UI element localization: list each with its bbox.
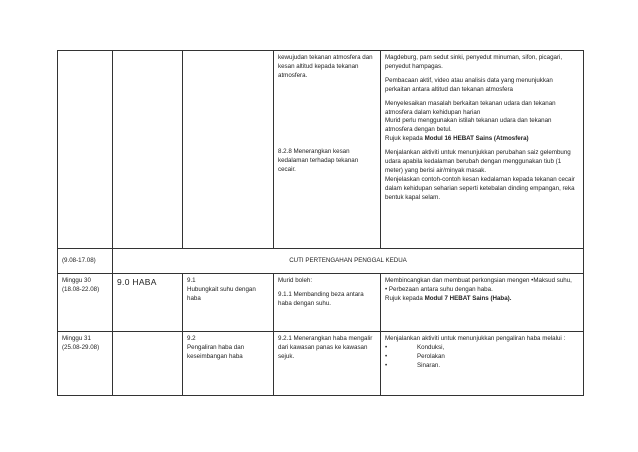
standard-828: 8.2.8 Menerangkan kesan kedalaman terhadap tekanan cecair. [278, 147, 359, 173]
activity-text: Pembacaan aktif, video atau analisis data yang menunjukkan perkaitan antara altitud dan tekanan atmosfera [385, 76, 553, 93]
list-item: • Sinaran. [385, 361, 441, 369]
week-date: (25.08-29.08) [62, 343, 100, 351]
standard-cell [274, 51, 381, 249]
activity-text: Magdeburg, pam sedut sinki, penyedut minuman, sifon, picagari, penyedut hampagas. [385, 54, 563, 70]
standard-cell [274, 274, 381, 332]
list-item: • Perolakan [385, 352, 445, 360]
lesson-plan-table [57, 50, 584, 396]
table-row [58, 249, 584, 274]
week-cell [58, 51, 113, 249]
activity-cell [381, 51, 584, 249]
topic-number: 9.1 [187, 277, 196, 284]
activity-text: Menjalankan aktiviti untuk menunjukkan pengaliran haba melalui : [385, 335, 566, 342]
activity-reference: Rujuk kepada Modul 16 HEBAT Sains (Atmosfera) [385, 135, 529, 143]
standard-911: 9.1.1 Membanding beza antara haba dengan suhu. [278, 290, 364, 307]
activity-text: Murid perlu menggunakan istilah tekanan udara dan tekanan atmosfera dengan betul. [385, 117, 552, 134]
standard-text: kewujudan tekanan atmosfera dan kesan altitud kepada tekanan atmosfera. [278, 54, 373, 79]
table-row [58, 274, 584, 332]
activity-cell [381, 274, 584, 332]
activity-text: Menyelesaikan masalah berkaitan tekanan udara dan tekanan atmosfera dalam kehidupan harian [385, 99, 556, 116]
list-item: • Konduksi, [385, 343, 445, 351]
activity-text: Membincangkan dan membuat perkongsian mengen •Maksud suhu, [385, 277, 572, 284]
week-number: Minggu 30 [62, 277, 91, 284]
table-row [58, 51, 584, 249]
topic-title: Pengaliran haba dan keseimbangan haba [187, 343, 245, 360]
theme-cell [113, 274, 183, 332]
topic-cell [183, 332, 274, 396]
theme-cell [113, 332, 183, 396]
week-cell [58, 274, 113, 332]
theme-title: 9.0 HABA [117, 277, 157, 287]
topic-cell [183, 51, 274, 249]
activity-text: Menjalankan aktiviti untuk menunjukkan perubahan saiz gelembung udara apabila kedalaman berubah dengan menggunakan tiub (1 meter) yang berisi air/minyak masak. [385, 149, 571, 174]
topic-cell [183, 274, 274, 332]
holiday-label: CUTI PERTENGAHAN PENGGAL KEDUA [113, 249, 584, 274]
table-row [58, 332, 584, 396]
week-date: (18.08-22.08) [62, 285, 100, 293]
standard-cell [274, 332, 381, 396]
activity-text: Menjelaskan contoh-contoh kesan kedalaman kepada tekanan cecair dalam kehidupan seharian seperti ketebalan dinding empangan, reka bentuk kapal selam. [385, 175, 575, 201]
week-number: Minggu 31 [62, 335, 91, 342]
topic-number: 9.2 [187, 335, 196, 342]
activity-reference: Rujuk kepada Modul 7 HEBAT Sains (Haba). [385, 294, 512, 302]
week-cell [58, 332, 113, 396]
theme-cell [113, 51, 183, 249]
standard-intro: Murid boleh: [278, 277, 313, 284]
topic-title: Hubungkait suhu dengan haba [187, 285, 256, 302]
activity-cell [381, 332, 584, 396]
activity-text: • Perbezaan antara suhu dengan haba. [385, 285, 493, 293]
standard-921: 9.2.1 Menerangkan haba mengalir dari kawasan panas ke kawasan sejuk. [278, 335, 373, 360]
holiday-date: (9.08-17.08) [58, 249, 113, 274]
